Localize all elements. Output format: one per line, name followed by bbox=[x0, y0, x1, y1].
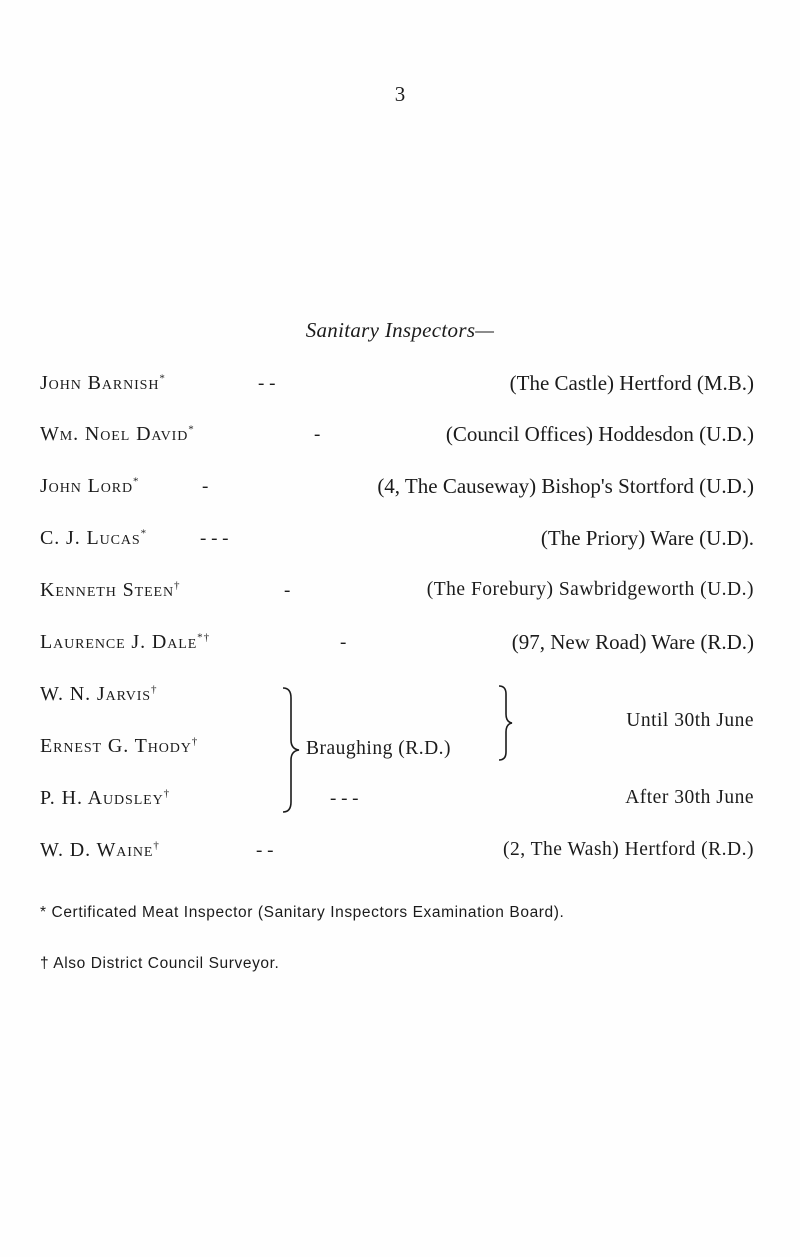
separator-dashes: - - bbox=[258, 373, 276, 394]
left-brace bbox=[279, 686, 301, 814]
inspector-address: (97, New Road) Ware (R.D.) bbox=[511, 630, 754, 654]
footnote: † Also District Council Surveyor. bbox=[40, 955, 280, 972]
inspector-name: P. H. Audsley† bbox=[40, 787, 171, 809]
inspector-address: (The Priory) Ware (U.D). bbox=[540, 526, 754, 550]
inspector-name: W. D. Waine† bbox=[40, 839, 160, 861]
inspector-name: C. J. Lucas* bbox=[40, 527, 147, 549]
until-date: Until 30th June bbox=[626, 710, 754, 731]
inspector-address: (The Forebury) Sawbridgeworth (U.D.) bbox=[426, 579, 754, 600]
inspector-name: John Barnish* bbox=[40, 372, 166, 394]
inspector-name: John Lord* bbox=[40, 475, 140, 497]
separator-dashes: - bbox=[284, 580, 291, 601]
section-heading: Sanitary Inspectors— bbox=[305, 318, 495, 342]
separator-dashes: - - - bbox=[200, 528, 229, 549]
footnote: * Certificated Meat Inspector (Sanitary Inspectors Examination Board). bbox=[40, 904, 565, 921]
inspector-address: (4, The Causeway) Bishop's Stortford (U.D.) bbox=[377, 474, 754, 498]
inspector-name: Kenneth Steen† bbox=[40, 579, 181, 601]
right-brace bbox=[496, 684, 514, 762]
separator-dashes: - - - bbox=[330, 788, 359, 809]
braughing-district: Braughing (R.D.) bbox=[306, 738, 452, 759]
separator-dashes: - bbox=[314, 424, 321, 445]
separator-dashes: - bbox=[202, 476, 209, 497]
inspector-name: Laurence J. Dale*† bbox=[40, 631, 210, 653]
page-number: 3 bbox=[394, 82, 406, 106]
after-date: After 30th June bbox=[625, 787, 754, 808]
inspector-address: (2, The Wash) Hertford (R.D.) bbox=[502, 839, 754, 860]
inspector-name: Ernest G. Thody† bbox=[40, 735, 199, 757]
inspector-address: (The Castle) Hertford (M.B.) bbox=[509, 371, 754, 395]
inspector-name: W. N. Jarvis† bbox=[40, 683, 158, 705]
inspector-name: Wm. Noel David* bbox=[40, 423, 195, 445]
inspector-address: (Council Offices) Hoddesdon (U.D.) bbox=[445, 422, 754, 446]
separator-dashes: - bbox=[340, 632, 347, 653]
separator-dashes: - - bbox=[256, 840, 274, 861]
